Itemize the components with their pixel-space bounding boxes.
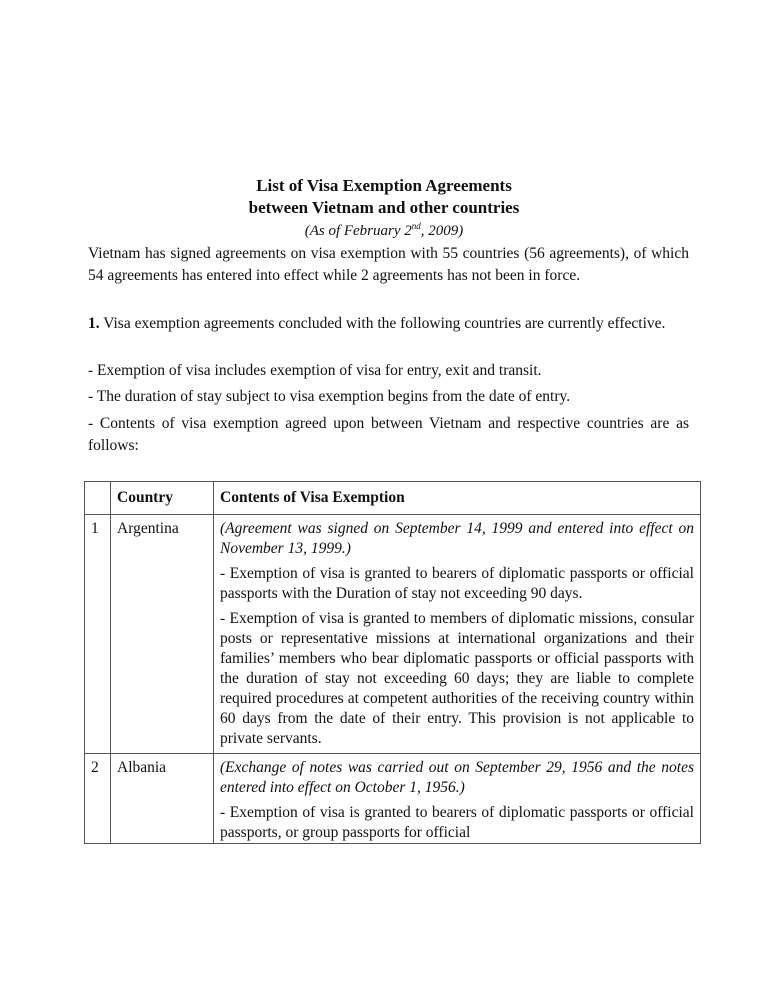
document-title-line2: between Vietnam and other countries bbox=[248, 198, 520, 217]
section-1-paragraph bbox=[88, 313, 689, 335]
bullet-exemption-scope: - Exemption of visa includes exemption of visa for entry, exit and transit. bbox=[88, 362, 542, 379]
date-prefix: (As of February 2 bbox=[304, 223, 412, 239]
row-contents bbox=[214, 515, 701, 754]
row-country: Albania bbox=[111, 754, 214, 844]
section-1-text: Visa exemption agreements concluded with the following countries are currently effective. bbox=[99, 315, 666, 332]
header-number bbox=[85, 482, 111, 515]
row-country: Argentina bbox=[111, 515, 214, 754]
bullet-contents: - Contents of visa exemption agreed upon between Vietnam and respective countries are as follows: bbox=[88, 415, 689, 454]
agreement-note: (Agreement was signed on September 14, 1999 and entered into effect on November 13, 1999.) bbox=[220, 520, 694, 557]
exemption-item: - Exemption of visa is granted to members of diplomatic missions, consular posts or representative missions at international organizations and their families’ members who bear diplomatic passports or official passports with the duration of stay not exceeding 60 days; they are liable to complete required procedures at competent authorities of the receiving country within 60 days from the date of their entry. This provision is not applicable to private servants. bbox=[220, 610, 694, 747]
agreement-note: (Exchange of notes was carried out on September 29, 1956 and the notes entered into effect on October 1, 1956.) bbox=[220, 759, 694, 796]
table-row bbox=[85, 754, 701, 844]
header-country: Country bbox=[111, 482, 214, 515]
table-header-row bbox=[85, 482, 701, 515]
document-date bbox=[0, 221, 768, 240]
row-contents bbox=[214, 754, 701, 844]
document-title-line1: List of Visa Exemption Agreements bbox=[256, 176, 512, 195]
date-superscript: nd bbox=[411, 221, 421, 231]
section-number: 1. bbox=[88, 315, 100, 332]
header-contents: Contents of Visa Exemption bbox=[214, 482, 701, 515]
row-number: 2 bbox=[85, 754, 111, 844]
bullet-duration: - The duration of stay subject to visa exemption begins from the date of entry. bbox=[88, 388, 571, 405]
date-suffix: , 2009) bbox=[420, 223, 464, 239]
table-row bbox=[85, 515, 701, 754]
exemption-item: - Exemption of visa is granted to bearers of diplomatic passports or official passports with the Duration of stay not exceeding 90 days. bbox=[220, 565, 694, 602]
intro-paragraph: Vietnam has signed agreements on visa exemption with 55 countries (56 agreements), of which 54 agreements has entered into effect while 2 agreements has not been in force. bbox=[88, 245, 689, 284]
row-number: 1 bbox=[85, 515, 111, 754]
visa-exemption-table bbox=[84, 481, 701, 844]
exemption-item: - Exemption of visa is granted to bearers of diplomatic passports or official passports, or group passports for official bbox=[220, 804, 694, 841]
